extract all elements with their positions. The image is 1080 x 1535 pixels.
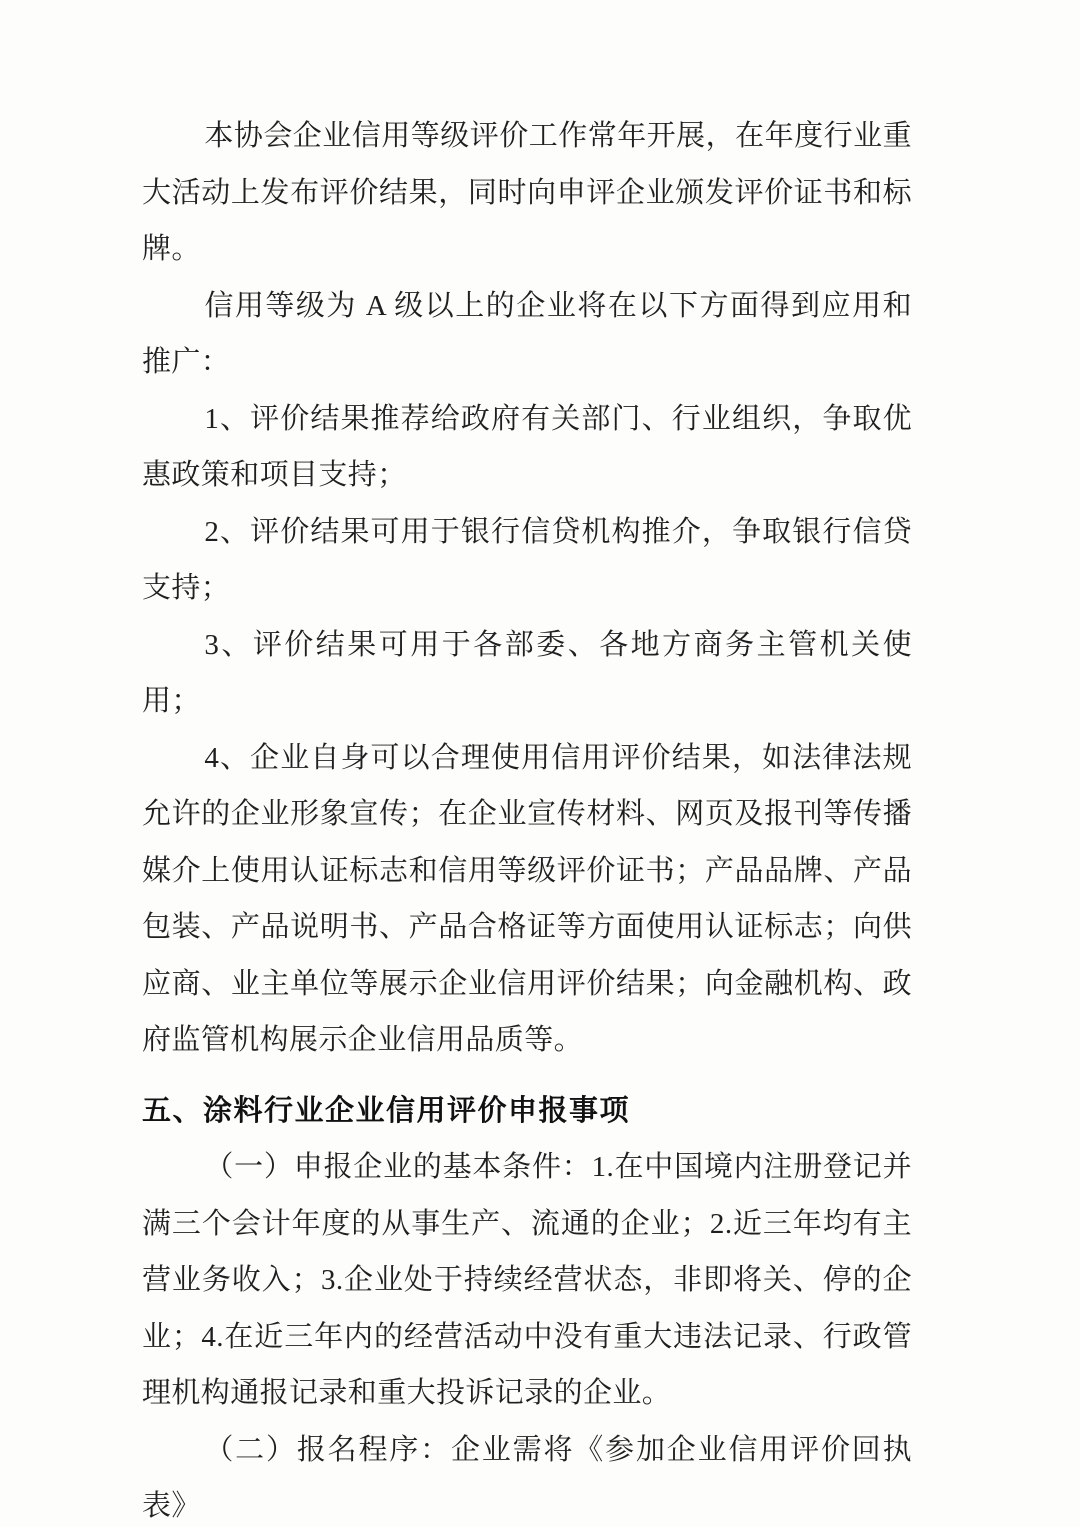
document-body: [142, 108, 912, 1535]
paragraph: 本协会企业信用等级评价工作常年开展，在年度行业重大活动上发布评价结果，同时向申评企业颁发评价证书和标牌。: [142, 120, 912, 265]
paragraph: 1、评价结果推荐给政府有关部门、行业组织，争取优惠政策和项目支持；: [142, 402, 912, 491]
paragraph: 信用等级为 A 级以上的企业将在以下方面得到应用和推广：: [142, 289, 912, 378]
section-heading: 五、涂料行业企业信用评价申报事项: [142, 1094, 631, 1127]
paragraph: （一）申报企业的基本条件：1.在中国境内注册登记并满三个会计年度的从事生产、流通的企业；2.近三年均有主营业务收入；3.企业处于持续经营状态，非即将关、停的企业；4.在近三年内的经营活动中没有重大违法记录、行政管理机构通报记录和重大投诉记录的企业。: [142, 1151, 912, 1409]
paragraph: （二）报名程序：企业需将《参加企业信用评价回执表》: [142, 1433, 912, 1522]
paragraph: 3、评价结果可用于各部委、各地方商务主管机关使用；: [142, 628, 912, 717]
paragraph: 2、评价结果可用于银行信贷机构推介，争取银行信贷支持；: [142, 515, 912, 604]
paragraph: 4、企业自身可以合理使用信用评价结果，如法律法规允许的企业形象宣传；在企业宣传材料、网页及报刊等传播媒介上使用认证标志和信用等级评价证书；产品品牌、产品包装、产品说明书、产品合格证等方面使用认证标志；向供应商、业主单位等展示企业信用评价结果；向金融机构、政府监管机构展示企业信用品质等。: [142, 741, 912, 1056]
